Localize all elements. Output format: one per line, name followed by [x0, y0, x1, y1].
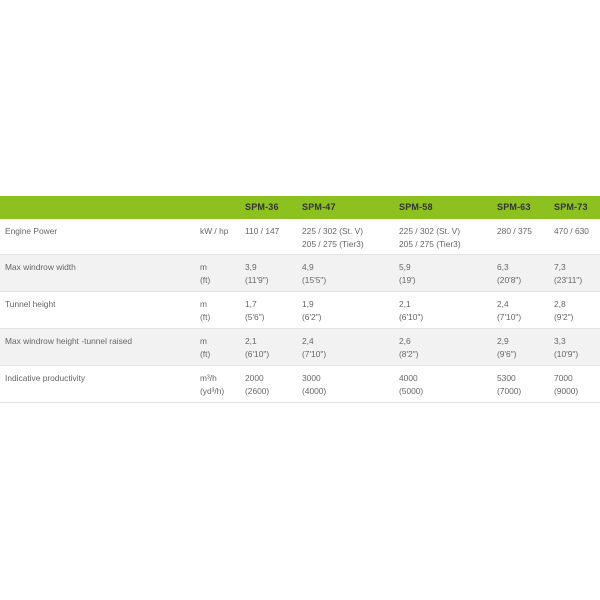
header-model-spm-36: SPM-36: [245, 202, 279, 212]
table-row-engine-power: [0, 219, 600, 255]
row-unit: m (ft): [200, 299, 211, 322]
cell-spm-47: 225 / 302 (St. V) 205 / 275 (Tier3): [302, 226, 364, 249]
header-model-spm-58: SPM-58: [399, 202, 433, 212]
cell-spm-58: 225 / 302 (St. V) 205 / 275 (Tier3): [399, 226, 461, 249]
cell-spm-47: 3000 (4000): [302, 373, 327, 396]
cell-spm-73: 3,3 (10'9"): [554, 336, 579, 359]
cell-spm-58: 4000 (5000): [399, 373, 424, 396]
row-label: Indicative productivity: [5, 373, 86, 383]
row-label: Max windrow width: [5, 262, 76, 272]
row-unit: m (ft): [200, 262, 211, 285]
table-row-max-windrow-height: [0, 329, 600, 366]
row-label: Engine Power: [5, 226, 58, 236]
cell-spm-36: 3,9 (11'9"): [245, 262, 269, 285]
cell-spm-36: 1,7 (5'6"): [245, 299, 265, 322]
cell-spm-58: 5,9 (19'): [399, 262, 416, 285]
row-unit: m³/h (yd³/h): [200, 373, 225, 396]
header-model-spm-63: SPM-63: [497, 202, 531, 212]
cell-spm-36: 110 / 147: [245, 226, 280, 236]
header-model-spm-47: SPM-47: [302, 202, 336, 212]
table-row-tunnel-height: [0, 292, 600, 329]
table-header-row: [0, 196, 600, 219]
cell-spm-73: 7,3 (23'11"): [554, 262, 583, 285]
row-unit: m (ft): [200, 336, 211, 359]
cell-spm-73: 470 / 630: [554, 226, 589, 236]
spec-table: [0, 196, 600, 403]
row-label: Tunnel height: [5, 299, 56, 309]
cell-spm-63: 5300 (7000): [497, 373, 522, 396]
cell-spm-63: 6,3 (20'8"): [497, 262, 522, 285]
cell-spm-47: 1,9 (6'2"): [302, 299, 322, 322]
cell-spm-63: 280 / 375: [497, 226, 532, 236]
row-label: Max windrow height -tunnel raised: [5, 336, 133, 346]
cell-spm-63: 2,9 (9'6"): [497, 336, 517, 359]
cell-spm-58: 2,1 (6'10"): [399, 299, 424, 322]
table-row-max-windrow-width: [0, 255, 600, 292]
cell-spm-47: 2,4 (7'10"): [302, 336, 327, 359]
cell-spm-36: 2,1 (6'10"): [245, 336, 270, 359]
cell-spm-73: 7000 (9000): [554, 373, 579, 396]
cell-spm-58: 2,6 (8'2"): [399, 336, 419, 359]
row-unit: kW / hp: [200, 226, 229, 236]
cell-spm-73: 2,8 (9'2"): [554, 299, 574, 322]
cell-spm-36: 2000 (2600): [245, 373, 270, 396]
table-row-indicative-productivity: [0, 366, 600, 403]
header-model-spm-73: SPM-73: [554, 202, 588, 212]
cell-spm-63: 2,4 (7'10"): [497, 299, 522, 322]
cell-spm-47: 4,9 (15'5"): [302, 262, 327, 285]
